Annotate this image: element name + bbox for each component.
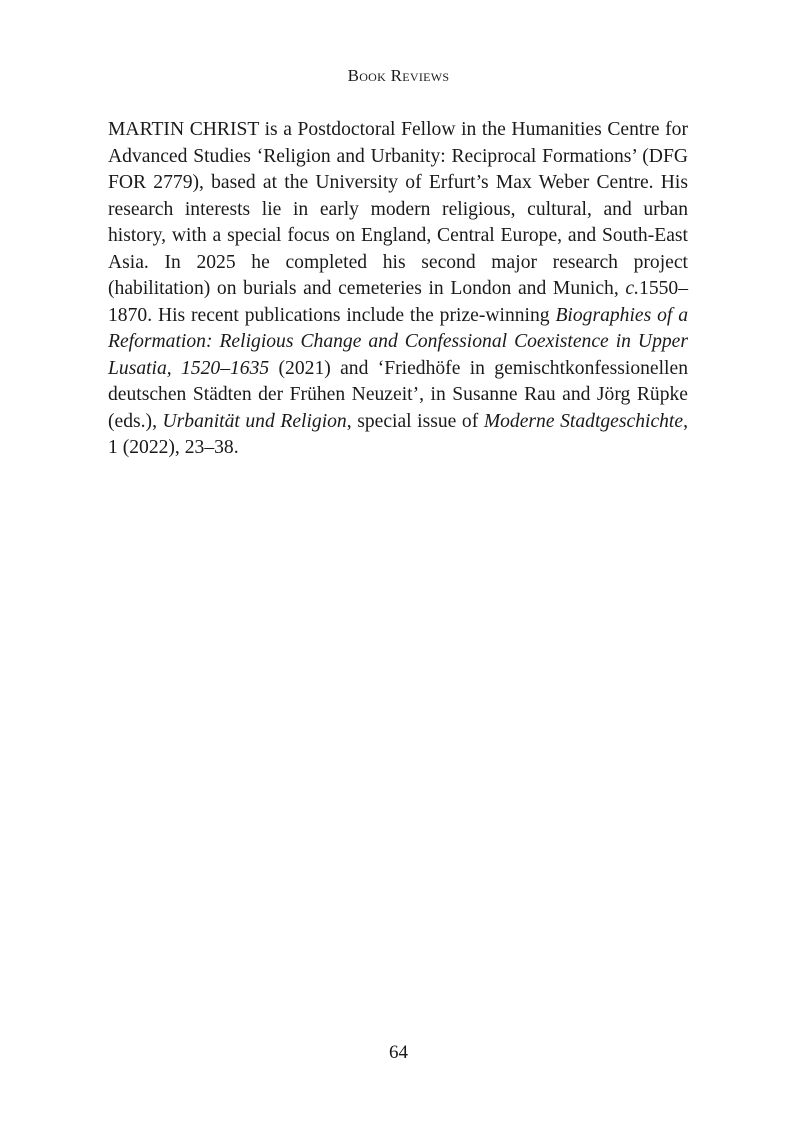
bio-text: (2021) and ‘Friedhöfe in gemischtkonfessionellen deutschen Städten der Frühen Neuzeit’, in Susanne Rau and Jörg Rüpke (eds.), [108, 357, 688, 432]
volume-title: Urbanität und Religion [162, 410, 347, 432]
bio-text: 1550–1870. His recent publications include the prize-winning [108, 278, 688, 326]
bio-text: MARTIN CHRIST is a Postdoctoral Fellow in the Humanities Centre for Advanced Studies ‘Religion and Urbanity: Reciprocal Formations’ (DFG FOR 2779), based at the University of Erfurt’s Max Weber Centre. His research interests lie in early modern religious, cultural, and urban history, with a special focus on England, Central Europe, and South-East Asia. In 2025 he completed his second major research project (habilitation) on burials and cemeteries in London and Munich, [108, 119, 688, 299]
bio-text: , special issue of [346, 410, 484, 432]
author-bio [108, 117, 688, 462]
book-title: Biographies of a Reformation: Religious Change and Confessional Coexistence in Upper Lusatia, 1520–1635 [108, 304, 688, 379]
bio-text: , 1 (2022), 23–38. [108, 410, 688, 458]
journal-title: Moderne Stadtgeschichte [483, 410, 684, 432]
bio-text-italic: c. [625, 278, 640, 299]
page-number: 64 [389, 1042, 408, 1063]
running-head: Book Reviews [347, 66, 450, 85]
